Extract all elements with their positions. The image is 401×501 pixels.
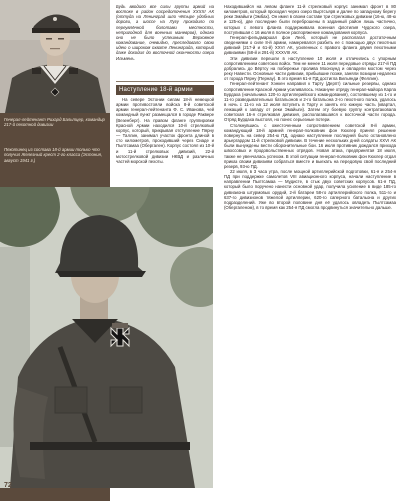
mid-paragraph-1: На севере Эстонии силам 18-й немецкой армии противостояли войска 8-й советской армии генерал-лейтенанта Ф. С. Иванова, чей командный пункт размещался в городе Раквере (Везенберг). На правом фланге группировки Красной Армии находился 10-й стрелковый корпус, который, прикрывая отступление Пярну — Таллин, занимал участок фронта длиной в сто километров, проходивший через Сиаде и Пылтсамаа (Обергален). Корпус состоял из 10-й и 11-й стрелковых дивизий, 22-й мотострелковой дивизии НКВД и различных частей морской пехоты. (116, 97, 214, 164)
right-paragraph-1: Находившийся на левом фланге 11-й стрелковый корпус занимал фронт в 80 километров, который проходил через озеро Выртсъярв и далее по западному берегу реки Эмайыги (Эмбах). Он имел в своем составе три стрелковых дивизии (16-ю, 48-ю и 125-ю), две последние были переброшены в заданный район лишь частично, которых с левого фланга поддерживала военная флотилия Чудского озера, поступившая с 16 июля в полное распоряжение командования корпуса. (224, 4, 396, 35)
right-paragraph-5: Столкнувшись с ожесточенным сопротивлением советской 8-й армии, командующий 18-й армией генерал-полковник фон Кюхлер принял решение повернуть на север 254-ю ПД, однако наступление последней было остановлено арьергардом 11-й стрелковой дивизии. В течение нескольких дней солдаты XXVI АК были вынуждены вести оборонительные бои. 16 июля противник дождался прихода швоссовых и продовольственных отрядов. Новая атака, предпринятая 18 июля, также не увенчалась успехом. В этой ситуации генерал-полковник фон Кюхлер отдал приказ своим дивизиям собраться вместе и выехать на передовую свой последний резерв, 93-ю ПД. (224, 122, 396, 169)
soldier-photo (0, 187, 213, 488)
right-paragraph-4: Генерал-лейтенант Хэнкен направил к Тарту (Дерпт) сильные резервы, однако сопротивление Красной Армии усиливалось. Накануне отряду генерал-майора Карла Бурдаха (начальника 120-го артиллерийского командования), состоявшему из 1-го и 11-го разведывательных батальонов и 2-го батальона 2-го пехотного полка, удалось в ночь с 11-го на 12 июля вступить в Тарту и занять его южную часть (квартал, лежащий к западу от реки Эмайыги). Затем эту боевую группу контратаковала советская 16-я стрелковая дивизия, располагавшаяся к восточной части города. Отряд Бурдаха выстоял, но понес серьезные потери. (224, 81, 396, 123)
mid-column (116, 97, 214, 164)
right-paragraph-6: 22 июля, в 3 часа утра, после мощной артиллерийской подготовки, 61-я и 254-я ПД при поддержке самолетов VIII авиационного корпуса, начали наступление в направлении Пылтсамаа — Мудисте, в стык двух советских корпусов. 61-я ПД, который было поручено нанести основной удар, получила усиление в виде 185-го дивизиона штурмовых орудий, 2-й батареи 58-го артиллерийского полка, 511-го и 637-го дивизионов тяжелой артиллерии, 620-го саперного батальона и других подразделений. Уже во второй половине дня её удалось овладеть Пылтсамаа (Обергаленом), в то время как 254-я ПД смогла продвинуться значительно дальше. (224, 169, 396, 211)
page-number: 72 (4, 482, 12, 489)
intro-text (116, 4, 214, 61)
soldier-image (0, 187, 213, 488)
right-paragraph-3: Эти дивизии перешли в наступление 10 июля и отличились с упорным сопротивлением советских войск. Тем не менее 11 июля передовые отряды 217-й ПД добрались до Вёртсу на побережье пролива Моонзунд и овладели мостом через реку Навести. Основные части дивизии, прибывшие позже, заняли позиции недалеко от города Пярну (Пернау). В это время 61-я ПД достигла Вильянди (Феллин). (224, 55, 396, 82)
portrait-caption: Генерал-лейтенант Рихард Бальтцер, командир 217-й пехотной дивизии (4, 117, 105, 128)
right-column (224, 4, 396, 210)
section-divider (116, 81, 214, 82)
intro-paragraph: Будь вводило все силы группы армий на востоке в район сосредоточения XXXXI АК (оттуда на Ленинград шло чётыре удобных дороги, а шоссе на Лугу проходило по переувлённой болотами местности, непригодной для военных маневров), однако оно не было успешным. Верховное командование, очевидно, преследовало свою идею о широком охвате Ленинграда, который даже доходил до восточной окончности озера Ильмень. (116, 4, 214, 61)
section-title: Наступление 18-й армии (116, 85, 214, 95)
photo-caption: Пехотинец из состава 18-й армии только что получил Железный крест 2-го класса (Эстония, август 1941 г.) (4, 147, 103, 163)
right-paragraph-2: Генерал-фельдмаршал фон Лееб, который не располагал достаточным сведениями о силе 8-й армии, намеревался разбить ее с помощью двух пехотных дивизий (217-й и 61-й) XXVI АК, усиленных с правого фланга двумя пехотными дивизиями (58-й и 291-й) XXXVIII АК. (224, 34, 396, 56)
portrait-image (0, 0, 110, 113)
portrait-photo (0, 0, 110, 113)
